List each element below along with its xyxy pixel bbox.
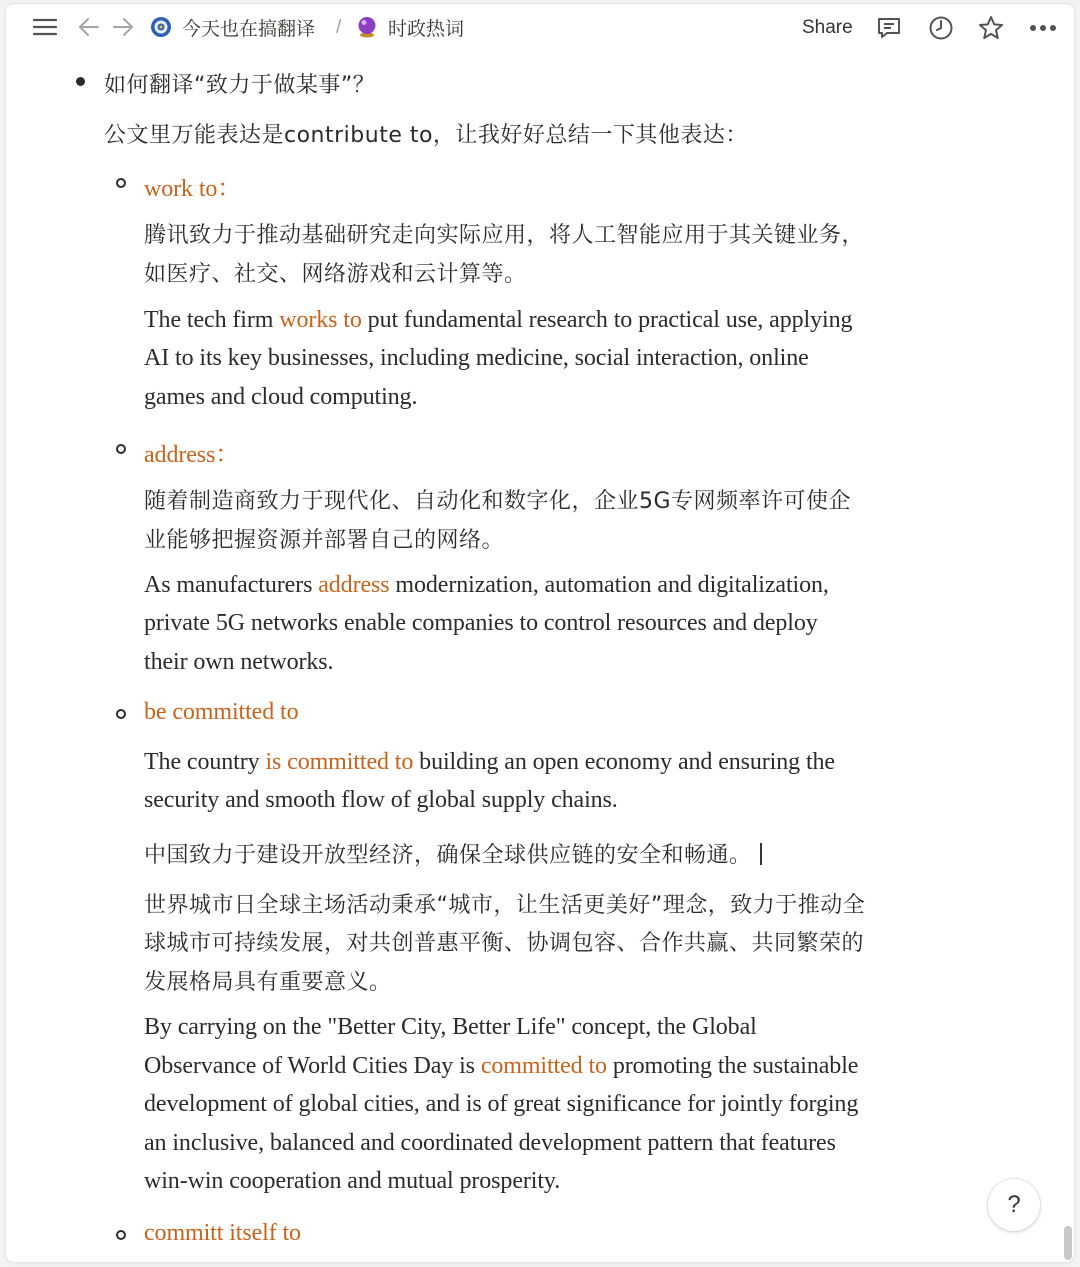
bullet-dot [76, 77, 85, 86]
question-heading[interactable]: 如何翻译“致力于做某事”？ [104, 73, 376, 98]
english-example-line[interactable]: AI to its key businesses, including medicine, social interaction, online [144, 345, 809, 371]
english-example-line[interactable]: games and cloud computing. [144, 384, 418, 410]
sub-bullet [116, 178, 126, 188]
term-commit-itself-to[interactable]: committ itself to [144, 1220, 301, 1246]
top-bar [6, 4, 1074, 52]
scrollbar-thumb[interactable] [1064, 1226, 1072, 1260]
globe-icon [150, 16, 172, 38]
highlighted-term: works to [279, 307, 362, 333]
english-example-line[interactable]: security and smooth flow of global supply chains. [144, 787, 618, 813]
english-example-line[interactable] [144, 572, 829, 599]
plain-text: The tech firm [144, 307, 280, 333]
sub-bullet [116, 1230, 126, 1240]
clock-icon[interactable] [926, 13, 956, 43]
term-address[interactable]: address： [144, 442, 240, 468]
plain-text: Observance of World Cities Day is [144, 1053, 481, 1079]
more-options-icon[interactable] [1026, 13, 1060, 43]
line-text: 中国致力于建设开放型经济，确保全球供应链的安全和畅通。 [144, 843, 752, 868]
breadcrumb-item-workspace[interactable] [150, 12, 315, 42]
english-example-line[interactable] [144, 749, 835, 776]
english-example-line[interactable]: development of global cities, and is of great significance for jointly forging [144, 1091, 859, 1117]
english-example-line[interactable] [144, 1053, 858, 1080]
breadcrumb-separator: / [336, 17, 342, 38]
chinese-example-line[interactable]: 球城市可持续发展，对共创普惠平衡、协调包容、合作共赢、共同繁荣的 [144, 931, 865, 956]
text-cursor [760, 843, 762, 865]
back-arrow-icon[interactable] [76, 14, 102, 40]
plain-text: As manufacturers [144, 572, 319, 598]
chinese-example-line[interactable]: 世界城市日全球主场活动秉承“城市，让生活更美好”理念，致力于推动全 [144, 893, 866, 918]
sub-bullet [116, 444, 126, 454]
star-icon[interactable] [976, 13, 1006, 43]
highlighted-term: is committed to [265, 749, 414, 775]
help-button[interactable]: ? [988, 1179, 1040, 1231]
plain-text: modernization, automation and digitalization, [389, 572, 829, 598]
term-work-to[interactable]: work to： [144, 176, 242, 202]
chinese-example-line[interactable]: 业能够把握资源并部署自己的网络。 [144, 528, 505, 553]
forward-arrow-icon[interactable] [110, 14, 136, 40]
chinese-example-line[interactable]: 发展格局具有重要意义。 [144, 970, 392, 995]
plain-text: The country [144, 749, 266, 775]
english-example-line[interactable]: win-win cooperation and mutual prosperity. [144, 1168, 561, 1194]
highlighted-term: address [318, 572, 390, 598]
breadcrumb-item-page[interactable] [356, 12, 464, 42]
crystal-ball-icon [356, 16, 378, 38]
menu-icon[interactable] [30, 14, 60, 40]
intro-text-content: 公文里万能表达是contribute to，让我好好总结一下其他表达： [104, 123, 748, 148]
breadcrumb-label: 时政热词 [388, 18, 465, 40]
english-example-line[interactable]: private 5G networks enable companies to control resources and deploy [144, 610, 818, 636]
chinese-example-line[interactable] [144, 838, 762, 869]
plain-text: put fundamental research to practical use, applying [361, 307, 853, 333]
plain-text: building an open economy and ensuring the [413, 749, 835, 775]
chinese-example-line[interactable]: 如医疗、社交、网络游戏和云计算等。 [144, 262, 527, 287]
highlighted-term: committed to [480, 1053, 607, 1079]
chinese-example-line[interactable]: 随着制造商致力于现代化、自动化和数字化，企业5G专网频率许可使企 [144, 489, 852, 514]
intro-text[interactable] [104, 118, 748, 149]
english-example-line[interactable]: an inclusive, balanced and coordinated development pattern that features [144, 1130, 836, 1156]
english-example-line[interactable]: their own networks. [144, 649, 334, 675]
sub-bullet [116, 709, 126, 719]
comment-icon[interactable] [874, 13, 904, 43]
notion-window [6, 4, 1074, 1262]
english-example-line[interactable]: By carrying on the "Better City, Better Life" concept, the Global [144, 1014, 757, 1040]
english-example-line[interactable] [144, 307, 852, 334]
share-button[interactable]: Share [796, 14, 859, 42]
term-be-committed-to[interactable]: be committed to [144, 699, 299, 725]
chinese-example-line[interactable]: 腾讯致力于推动基础研究走向实际应用，将人工智能应用于其关键业务， [144, 223, 865, 248]
plain-text: promoting the sustainable [606, 1053, 859, 1079]
breadcrumb-label: 今天也在搞翻译 [182, 18, 316, 40]
